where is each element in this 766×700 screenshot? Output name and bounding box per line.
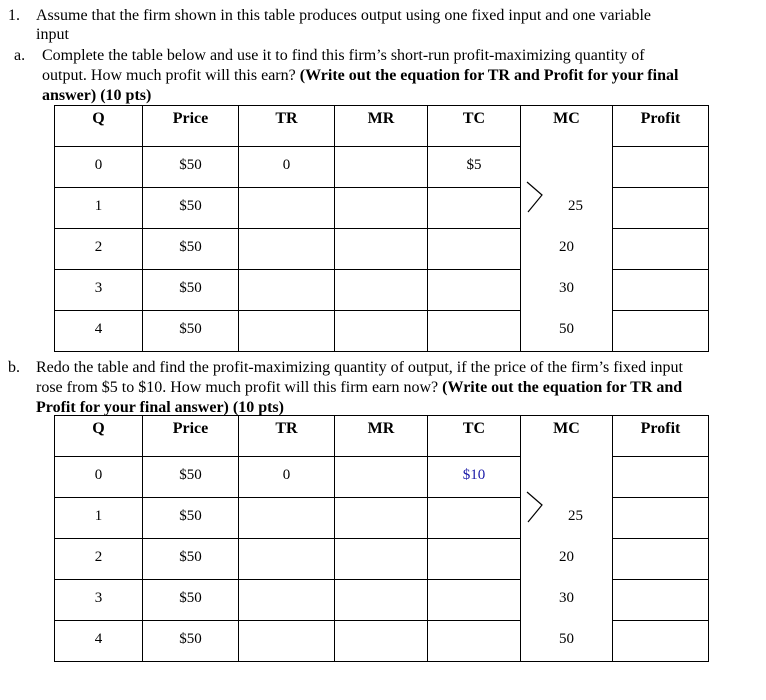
part-b-line3: Profit for your final answer) (10 pts): [36, 399, 284, 416]
cell-price: $50: [143, 229, 239, 270]
header-tr: TR: [239, 416, 335, 457]
cell-tc[interactable]: $10: [428, 457, 521, 498]
table-row: [55, 457, 709, 498]
cell-tc[interactable]: [428, 580, 521, 621]
header-q: Q: [55, 106, 143, 147]
table-row: [55, 311, 709, 352]
cell-profit[interactable]: [613, 580, 709, 621]
cell-profit[interactable]: [613, 621, 709, 662]
cell-tr[interactable]: [239, 188, 335, 229]
header-price: Price: [143, 416, 239, 457]
cell-tc[interactable]: [428, 539, 521, 580]
cell-profit[interactable]: [613, 147, 709, 188]
cell-tr[interactable]: 0: [239, 457, 335, 498]
cell-tc[interactable]: $5: [428, 147, 521, 188]
cell-profit[interactable]: [613, 188, 709, 229]
cell-tr[interactable]: 0: [239, 147, 335, 188]
cell-q: 2: [55, 229, 143, 270]
cell-mc: 30: [521, 580, 613, 621]
part-a-line2: output. How much profit will this earn? (Write out the equation for TR and Profit for your final: [42, 67, 679, 84]
cell-mr[interactable]: [335, 580, 428, 621]
table-row: [55, 270, 709, 311]
table-b: [54, 415, 709, 662]
header-mc: MC: [521, 416, 613, 457]
cell-mc: 50: [521, 311, 613, 352]
table-row: [55, 147, 709, 188]
table-a: [54, 105, 709, 352]
header-mr: MR: [335, 106, 428, 147]
cell-mc: 20: [521, 539, 613, 580]
cell-price: $50: [143, 621, 239, 662]
cell-tc[interactable]: [428, 270, 521, 311]
header-mc: MC: [521, 106, 613, 147]
cell-mc: 30: [521, 270, 613, 311]
cell-price: $50: [143, 188, 239, 229]
part-b-line2: rose from $5 to $10. How much profit will this firm earn now? (Write out the equation for TR and: [36, 379, 683, 396]
cell-price: $50: [143, 270, 239, 311]
header-profit: Profit: [613, 416, 709, 457]
cell-profit[interactable]: [613, 539, 709, 580]
cell-tr[interactable]: [239, 539, 335, 580]
header-tc: TC: [428, 416, 521, 457]
cell-q: 4: [55, 621, 143, 662]
table-row: [55, 498, 709, 539]
question-text-line2: input: [36, 26, 69, 43]
part-a-line1: Complete the table below and use it to find this firm’s short-run profit-maximizing quantity of: [42, 47, 645, 64]
cell-price: $50: [143, 311, 239, 352]
header-tr: TR: [239, 106, 335, 147]
cell-tc[interactable]: [428, 229, 521, 270]
cell-tc[interactable]: [428, 498, 521, 539]
cell-profit[interactable]: [613, 457, 709, 498]
table-row: [55, 229, 709, 270]
cell-q: 0: [55, 457, 143, 498]
cell-tr[interactable]: [239, 621, 335, 662]
question-number: 1.: [8, 7, 20, 24]
cell-tr[interactable]: [239, 498, 335, 539]
cell-mc: 25: [521, 498, 613, 539]
cell-profit[interactable]: [613, 311, 709, 352]
cell-price: $50: [143, 498, 239, 539]
cell-mr[interactable]: [335, 539, 428, 580]
cell-tc[interactable]: [428, 621, 521, 662]
cell-q: 1: [55, 188, 143, 229]
header-price: Price: [143, 106, 239, 147]
cell-mc: 50: [521, 621, 613, 662]
cell-price: $50: [143, 147, 239, 188]
cell-profit[interactable]: [613, 270, 709, 311]
cell-q: 1: [55, 498, 143, 539]
question-text-line1: Assume that the firm shown in this table produces output using one fixed input and one variable: [36, 7, 651, 24]
part-a-line3: answer) (10 pts): [42, 87, 152, 104]
cell-mr[interactable]: [335, 457, 428, 498]
cell-q: 2: [55, 539, 143, 580]
table-row: [55, 621, 709, 662]
cell-mr[interactable]: [335, 188, 428, 229]
cell-mr[interactable]: [335, 621, 428, 662]
cell-mr[interactable]: [335, 270, 428, 311]
cell-mr[interactable]: [335, 311, 428, 352]
cell-tc[interactable]: [428, 188, 521, 229]
cell-price: $50: [143, 580, 239, 621]
header-mr: MR: [335, 416, 428, 457]
cell-tr[interactable]: [239, 580, 335, 621]
cell-mc: 25: [521, 188, 613, 229]
header-tc: TC: [428, 106, 521, 147]
cell-tr[interactable]: [239, 270, 335, 311]
cell-q: 4: [55, 311, 143, 352]
table-row: [55, 539, 709, 580]
part-b-line1: Redo the table and find the profit-maximizing quantity of output, if the price of the firm’s fixed input: [36, 359, 683, 376]
cell-q: 3: [55, 580, 143, 621]
cell-q: 3: [55, 270, 143, 311]
header-q: Q: [55, 416, 143, 457]
cell-mr[interactable]: [335, 498, 428, 539]
table-row: [55, 188, 709, 229]
header-profit: Profit: [613, 106, 709, 147]
cell-profit[interactable]: [613, 229, 709, 270]
cell-tr[interactable]: [239, 229, 335, 270]
table-row: [55, 580, 709, 621]
cell-tc[interactable]: [428, 311, 521, 352]
cell-mr[interactable]: [335, 229, 428, 270]
handwritten-slash-mark: [523, 490, 547, 526]
cell-mr[interactable]: [335, 147, 428, 188]
cell-price: $50: [143, 457, 239, 498]
part-a-label: a.: [14, 47, 26, 64]
cell-price: $50: [143, 539, 239, 580]
cell-mc: 20: [521, 229, 613, 270]
part-b-label: b.: [8, 359, 20, 376]
cell-q: 0: [55, 147, 143, 188]
handwritten-slash-mark: [523, 180, 547, 216]
cell-profit[interactable]: [613, 498, 709, 539]
cell-tr[interactable]: [239, 311, 335, 352]
